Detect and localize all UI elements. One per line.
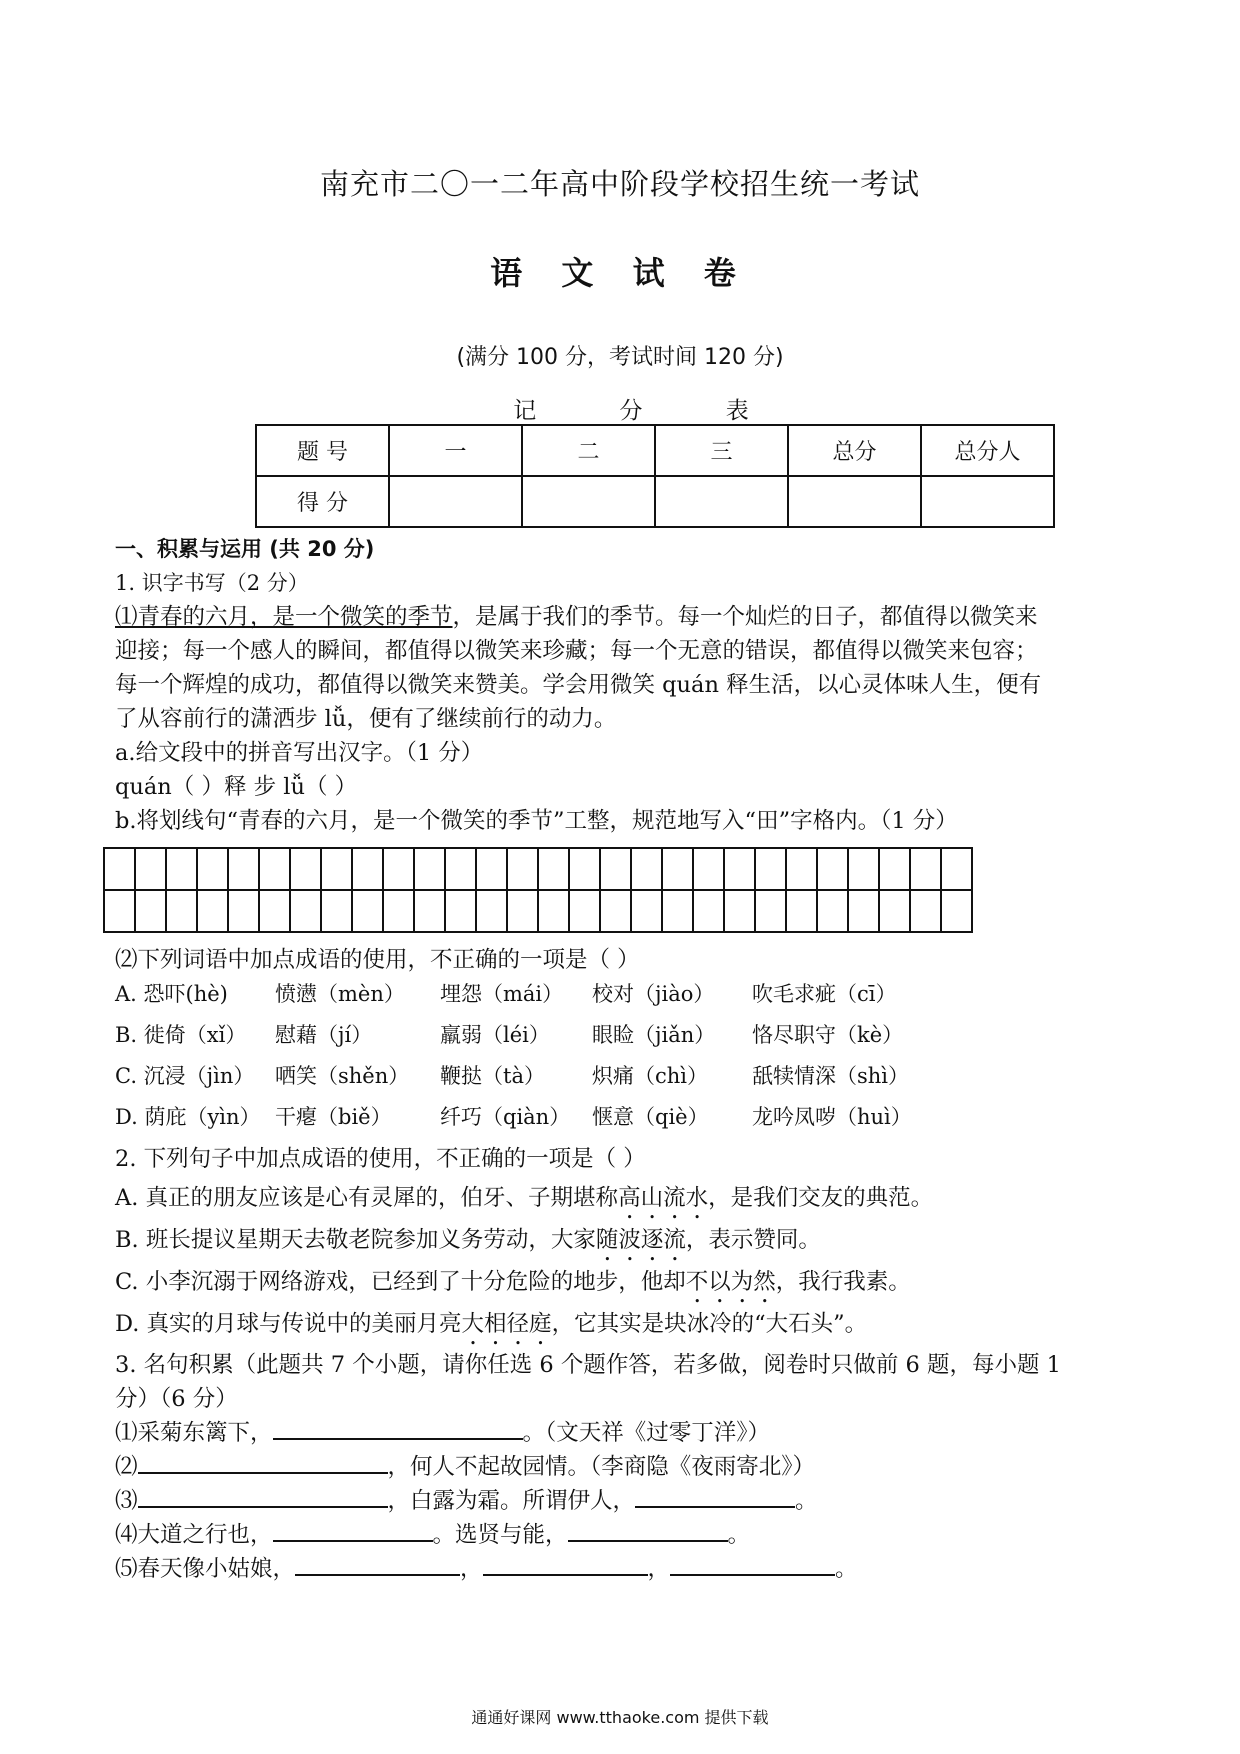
option-item: 鞭挞（tà）	[440, 1064, 545, 1088]
q1b-instruction: b.将划线句“青春的六月，是一个微笑的季节”工整，规范地写入“田”字格内。（1 分）	[115, 808, 958, 834]
dotted-idiom: 不以为然	[685, 1269, 776, 1295]
option-text: ，我行我素。	[775, 1269, 911, 1295]
score-time-note: (满分 100 分，考试时间 120 分)	[456, 345, 784, 370]
option-item: 干瘪（biě）	[275, 1105, 392, 1129]
score-table-cell: 得 分	[256, 476, 389, 527]
line-text: ⑶	[115, 1488, 138, 1514]
score-input-cell[interactable]	[389, 476, 522, 527]
grid-cell[interactable]	[942, 849, 973, 891]
option-item: C. 沉浸（jìn）	[115, 1064, 255, 1088]
q3-line1	[115, 1415, 770, 1447]
answer-blank[interactable]	[138, 1450, 388, 1474]
option-item: 眼睑（jiǎn）	[592, 1023, 716, 1047]
footer-credit: 通通好课网 www.tthaoke.com 提供下载	[471, 1708, 769, 1727]
q1a-instruction: a.给文段中的拼音写出汉字。（1 分）	[115, 740, 484, 766]
line-text: ，	[460, 1556, 483, 1582]
answer-blank[interactable]	[273, 1416, 523, 1440]
grid-cell[interactable]	[291, 849, 322, 891]
dotted-idiom: 大相径庭	[461, 1311, 552, 1337]
grid-cell[interactable]	[756, 849, 787, 891]
line-text: ⑸春天像小姑娘，	[115, 1556, 296, 1582]
q3-title-cont: 分）（6 分）	[115, 1386, 238, 1412]
q1-paragraph-line2: 迎接；每一个感人的瞬间，都值得以微笑来珍藏；每一个无意的错误，都值得以微笑来包容；	[115, 638, 1038, 664]
q1-title: 1. 识字书写（2 分）	[115, 571, 309, 595]
grid-cell[interactable]	[508, 849, 539, 891]
dotted-idiom: 随波逐流	[595, 1227, 686, 1253]
score-table-score-row	[256, 476, 1054, 527]
answer-blank[interactable]	[568, 1518, 728, 1542]
grid-cell[interactable]	[136, 849, 167, 891]
grid-cell[interactable]	[570, 891, 601, 933]
answer-blank[interactable]	[670, 1552, 835, 1576]
grid-cell[interactable]	[260, 891, 291, 933]
option-item: 纤巧（qiàn）	[440, 1105, 571, 1129]
grid-cell[interactable]	[229, 891, 260, 933]
grid-cell[interactable]	[818, 849, 849, 891]
grid-cell[interactable]	[167, 849, 198, 891]
grid-cell[interactable]	[415, 849, 446, 891]
answer-blank[interactable]	[635, 1484, 795, 1508]
dotted-idiom: 高山流水	[618, 1185, 709, 1211]
option-text: B. 班长提议星期天去敬老院参加义务劳动，大家	[115, 1227, 596, 1253]
grid-cell[interactable]	[911, 849, 942, 891]
q2-option-d	[115, 1306, 867, 1350]
q2-option-b	[115, 1222, 821, 1266]
grid-cell[interactable]	[105, 891, 136, 933]
line-text: ，	[647, 1556, 671, 1582]
grid-cell[interactable]	[632, 849, 663, 891]
grid-cell[interactable]	[942, 891, 973, 933]
grid-cell[interactable]	[477, 849, 508, 891]
option-item: 哂笑（shěn）	[275, 1064, 410, 1088]
answer-blank[interactable]	[138, 1484, 388, 1508]
option-text: D. 真实的月球与传说中的美丽月亮	[115, 1311, 462, 1337]
score-table-cell: 总分	[788, 425, 921, 476]
grid-cell[interactable]	[694, 849, 725, 891]
line-text: 。	[795, 1488, 818, 1514]
option-item: 恪尽职守（kè）	[752, 1023, 904, 1047]
grid-cell[interactable]	[105, 849, 136, 891]
option-text: ，是我们交友的典范。	[708, 1185, 934, 1211]
grid-cell[interactable]	[694, 891, 725, 933]
option-item: 惬意（qiè）	[592, 1105, 709, 1129]
option-text: C. 小李沉溺于网络游戏，已经到了十分危险的地步，他却	[115, 1269, 686, 1295]
grid-cell[interactable]	[446, 891, 477, 933]
line-text: ⑴采菊东篱下，	[115, 1420, 273, 1446]
q1-2-title: ⑵下列词语中加点成语的使用，不正确的一项是（ ）	[115, 947, 640, 973]
score-table	[255, 424, 1055, 528]
line-text: 。（文天祥《过零丁洋》）	[522, 1420, 771, 1446]
grid-cell[interactable]	[787, 849, 818, 891]
q1-paragraph-line1	[115, 599, 1038, 631]
score-table-cell: 总分人	[921, 425, 1054, 476]
grid-cell[interactable]	[322, 849, 353, 891]
line-text: ⑵	[115, 1454, 138, 1480]
option-item: B. 徙倚（xǐ）	[115, 1023, 247, 1047]
grid-cell[interactable]	[477, 891, 508, 933]
grid-cell[interactable]	[818, 891, 849, 933]
q3-line2	[115, 1449, 815, 1481]
grid-cell[interactable]	[849, 891, 880, 933]
q1-paragraph-line3: 每一个辉煌的成功，都值得以微笑来赞美。学会用微笑 quán 释生活，以心灵体味人生，便有	[115, 672, 1042, 698]
grid-cell[interactable]	[880, 891, 911, 933]
grid-cell[interactable]	[198, 849, 229, 891]
grid-cell[interactable]	[198, 891, 229, 933]
grid-cell[interactable]	[725, 849, 756, 891]
line-text: 。选贤与能，	[432, 1522, 568, 1548]
option-item: 吹毛求疵（cī）	[752, 982, 897, 1006]
score-table-cell: 三	[655, 425, 788, 476]
score-table-cell: 二	[522, 425, 655, 476]
grid-cell[interactable]	[353, 849, 384, 891]
q3-line3	[115, 1483, 818, 1515]
q3-line5	[115, 1551, 858, 1583]
answer-blank[interactable]	[295, 1552, 460, 1576]
grid-cell[interactable]	[291, 891, 322, 933]
grid-cell[interactable]	[508, 891, 539, 933]
option-item: 炽痛（chì）	[592, 1064, 709, 1088]
score-input-cell[interactable]	[921, 476, 1054, 527]
grid-cell[interactable]	[663, 891, 694, 933]
section1-heading: 一、积累与运用 (共 20 分)	[115, 537, 375, 561]
grid-cell[interactable]	[322, 891, 353, 933]
grid-cell[interactable]	[167, 891, 198, 933]
paragraph-text: ，是属于我们的季节。每一个灿烂的日子，都值得以微笑来	[452, 604, 1038, 630]
option-text: ，它其实是块冰冷的“大石头”。	[551, 1311, 868, 1337]
option-item: 愤懑（mèn）	[275, 982, 405, 1006]
score-table-caption: 记 分 表	[513, 398, 787, 424]
grid-cell[interactable]	[849, 849, 880, 891]
option-item: 校对（jiào）	[592, 982, 715, 1006]
grid-cell[interactable]	[229, 849, 260, 891]
grid-cell[interactable]	[353, 891, 384, 933]
line-text: ，白露为霜。所谓伊人，	[387, 1488, 636, 1514]
option-item: D. 荫庇（yìn）	[115, 1105, 261, 1129]
option-item: 龙吟凤哕（huì）	[752, 1105, 912, 1129]
score-input-cell[interactable]	[522, 476, 655, 527]
score-table-cell: 一	[389, 425, 522, 476]
option-item: 羸弱（léi）	[440, 1023, 550, 1047]
paper-title: 语 文 试 卷	[490, 254, 750, 292]
line-text: 。	[835, 1556, 858, 1582]
option-item: 慰藉（jí）	[275, 1023, 373, 1047]
option-text: ，表示赞同。	[685, 1227, 821, 1253]
q2-option-c	[115, 1264, 911, 1308]
grid-cell[interactable]	[260, 849, 291, 891]
q3-line4	[115, 1517, 750, 1549]
option-item: 舐犊情深（shì）	[752, 1064, 910, 1088]
grid-cell[interactable]	[601, 891, 632, 933]
grid-cell[interactable]	[787, 891, 818, 933]
grid-cell[interactable]	[880, 849, 911, 891]
grid-cell[interactable]	[415, 891, 446, 933]
q2-title: 2. 下列句子中加点成语的使用，不正确的一项是（ ）	[115, 1146, 646, 1172]
answer-blank[interactable]	[273, 1518, 433, 1542]
grid-cell[interactable]	[446, 849, 477, 891]
grid-cell[interactable]	[911, 891, 942, 933]
option-item: A. 恐吓(hè)	[115, 982, 228, 1006]
grid-cell[interactable]	[663, 849, 694, 891]
grid-cell[interactable]	[384, 891, 415, 933]
score-table-cell: 题 号	[256, 425, 389, 476]
line-text: ，何人不起故园情。（李商隐《夜雨寄北》）	[387, 1454, 816, 1480]
option-text: A. 真正的朋友应该是心有灵犀的，伯牙、子期堪称	[115, 1185, 619, 1211]
grid-cell[interactable]	[725, 891, 756, 933]
grid-cell[interactable]	[539, 891, 570, 933]
grid-cell[interactable]	[601, 849, 632, 891]
grid-cell[interactable]	[384, 849, 415, 891]
q2-option-a	[115, 1180, 933, 1224]
score-input-cell[interactable]	[788, 476, 921, 527]
score-input-cell[interactable]	[655, 476, 788, 527]
answer-blank[interactable]	[483, 1552, 648, 1576]
grid-cell[interactable]	[539, 849, 570, 891]
grid-cell[interactable]	[136, 891, 167, 933]
q1-paragraph-line4: 了从容前行的潇洒步 lǚ，便有了继续前行的动力。	[115, 706, 617, 732]
q1a-fill-blanks[interactable]: quán（ ）释 步 lǚ（ ）	[115, 774, 358, 800]
grid-cell[interactable]	[570, 849, 601, 891]
line-text: ⑷大道之行也，	[115, 1522, 273, 1548]
score-table-header-row	[256, 425, 1054, 476]
tianzi-grid[interactable]	[103, 847, 973, 933]
grid-cell[interactable]	[756, 891, 787, 933]
q3-title: 3. 名句积累（此题共 7 个小题，请你任选 6 个题作答，若多做，阅卷时只做前 6 题，每小题 1	[115, 1352, 1061, 1378]
exam-title: 南充市二〇一二年高中阶段学校招生统一考试	[319, 167, 920, 201]
underlined-sentence: ⑴青春的六月，是一个微笑的季节	[115, 604, 453, 630]
grid-cell[interactable]	[632, 891, 663, 933]
line-text: 。	[727, 1522, 751, 1548]
option-item: 埋怨（mái）	[440, 982, 564, 1006]
